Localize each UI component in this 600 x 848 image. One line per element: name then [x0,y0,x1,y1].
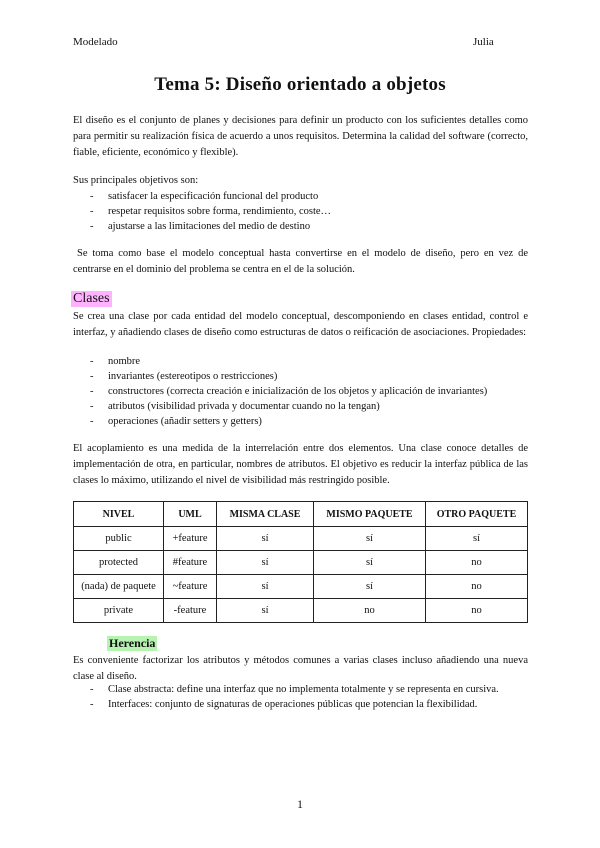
column-header-uml: UML [164,502,217,527]
header-subject: Modelado [73,36,118,48]
table-cell: no [314,599,426,623]
list-item: - nombre [90,354,530,369]
column-header-mismo-paquete: MISMO PAQUETE [314,502,426,527]
table-cell: sí [217,599,314,623]
page-number: 1 [297,797,303,811]
table-cell: #feature [164,551,217,575]
table-cell: sí [217,575,314,599]
list-item: - atributos (visibilidad privada y documentar cuando no la tengan) [90,399,530,414]
column-header-nivel: NIVEL [74,502,164,527]
table-cell: (nada) de paquete [74,575,164,599]
clases-properties-list [90,354,530,429]
section-heading-clases: Clases [73,291,110,306]
table-cell: public [74,527,164,551]
table-cell: no [426,599,528,623]
list-item: - satisfacer la especificación funcional del producto [90,189,530,204]
list-item: - invariantes (estereotipos o restricciones) [90,369,530,384]
column-header-otro-paquete: OTRO PAQUETE [426,502,528,527]
table-cell: no [426,551,528,575]
list-item: - ajustarse a las limitaciones del medio de destino [90,219,530,234]
table-cell: no [426,575,528,599]
herencia-paragraph: Es conveniente factorizar los atributos y métodos comunes a varias clases incluso añadiendo una nueva clase al diseño. [73,655,528,682]
list-item: - Clase abstracta: define una interfaz que no implementa totalmente y se representa en cursiva. [90,682,530,697]
table-row [74,551,528,575]
list-item: - constructores (correcta creación e inicialización de los objetos y aplicación de invariantes) [90,384,530,399]
header-author: Julia [473,36,494,48]
table-cell: sí [217,551,314,575]
coupling-paragraph: El acoplamiento es una medida de la interrelación entre dos elementos. Una clase conoce detalles de implementación de otra, en particular, nombres de atributos. El objetivo es reducir la interfaz pública de las clases lo máximo, utilizando el nivel de visibilidad más restringido posible. [73,443,528,486]
table-header-row [74,502,528,527]
table-cell: sí [314,575,426,599]
table-cell: ~feature [164,575,217,599]
section-heading-herencia: Herencia [109,636,156,650]
herencia-list [90,682,530,712]
table-cell: private [74,599,164,623]
base-model-paragraph: Se toma como base el modelo conceptual hasta convertirse en el modelo de diseño, pero en vez de centrarse en el dominio del problema se centra en el de la solución. [73,248,528,275]
page-title: Tema 5: Diseño orientado a objetos [154,74,446,95]
table-row [74,599,528,623]
objectives-list [90,189,530,234]
visibility-table [73,501,528,623]
clases-paragraph: Se crea una clase por cada entidad del modelo conceptual, descomponiendo en clases entidad, control e interfaz, y añadiendo clases de diseño como estructuras de datos o reificación de asociaciones. Propiedades: [73,311,528,338]
list-item: - Interfaces: conjunto de signaturas de operaciones públicas que potencian la flexibilidad. [90,697,530,712]
table-cell: sí [217,527,314,551]
table-cell: -feature [164,599,217,623]
list-item: - respetar requisitos sobre forma, rendimiento, coste… [90,204,530,219]
intro-paragraph: El diseño es el conjunto de planes y decisiones para definir un producto con los suficientes detalles como para permitir su realización física de acuerdo a unos requisitos. Determina la calidad del software (correcto, fiable, eficiente, económico y flexible). [73,115,528,158]
table-row [74,527,528,551]
table-cell: sí [314,527,426,551]
table-cell: sí [426,527,528,551]
table-cell: sí [314,551,426,575]
objectives-heading: Sus principales objetivos son: [73,175,199,186]
column-header-misma-clase: MISMA CLASE [217,502,314,527]
list-item: - operaciones (añadir setters y getters) [90,414,530,429]
table-row [74,575,528,599]
table-cell: protected [74,551,164,575]
table-cell: +feature [164,527,217,551]
